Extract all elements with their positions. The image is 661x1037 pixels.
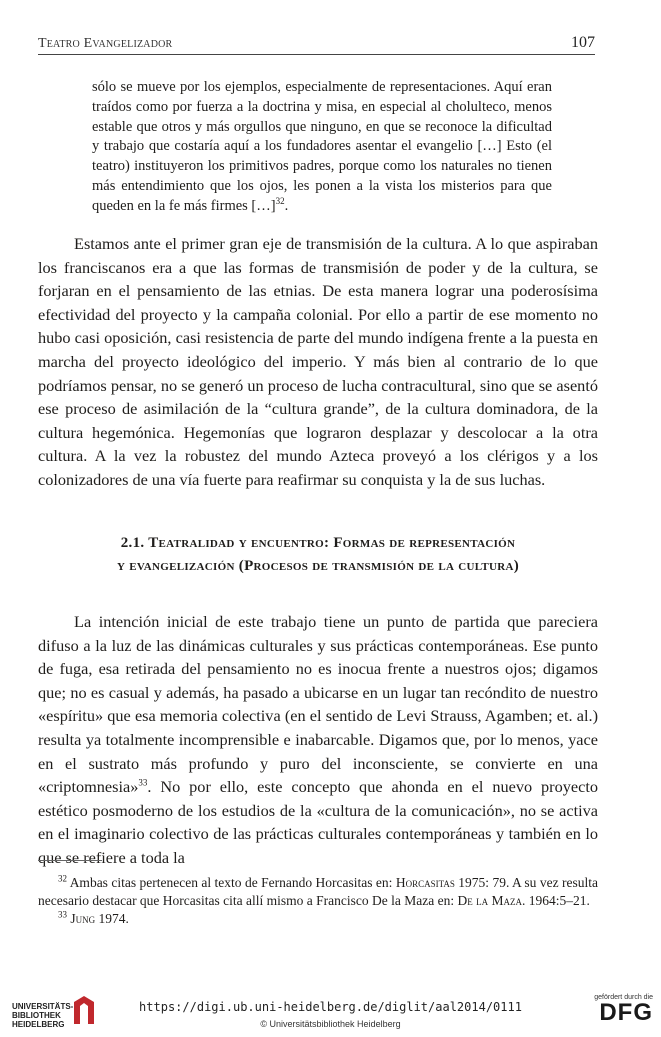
- footnote-33-text: 1974.: [95, 911, 129, 927]
- section-title-line-1: Teatralidad y encuentro: Formas de representación: [148, 535, 516, 551]
- digitization-footer: [0, 988, 661, 1037]
- footnote-divider: [38, 860, 102, 861]
- library-line-3: HEIDELBERG: [12, 1020, 65, 1029]
- dfg-logo: DFG: [599, 999, 653, 1026]
- paragraph2-text-after: . No por ello, este concepto que ahonda en el nuevo proyecto estético posmoderno de los estudios de la «cultura de la comunicación», no se activa en el imaginario colectivo de las prácticas culturales contemporáneas y también en lo que se refiere a toda la: [38, 777, 598, 867]
- section-number: 2.1.: [120, 535, 145, 551]
- footnote-32-number: 32: [58, 873, 67, 884]
- footnote-33: [38, 910, 598, 928]
- paragraph2-text-before: La intención inicial de este trabajo tiene un punto de partida que pareciera difuso a la luz de las dinámicas culturales y sus prácticas contemporáneas. Ese punto de fuga, esa retirada del pensamiento no es inocua frente a nuestros ojos; digamos que; no es casual y además, ha pasado a ubicarse en un lugar tan recóndito de nuestro «espíritu» que esa memoria colectiva (en el sentido de Levi Strauss, Agamben; et. al.) resulta ya totalmente incomprensible e inabarcable. Digamos que, por lo menos, yace en el sustrato más profundo y puro del inconsciente, se convierte en una «criptomnesia»: [38, 612, 598, 797]
- footnote-ref-33[interactable]: 33: [138, 777, 148, 788]
- dfg-badge[interactable]: [581, 994, 653, 1025]
- section-title-line-2: y evangelización (Procesos de transmisión de la cultura): [116, 558, 520, 574]
- body-paragraph-1: Estamos ante el primer gran eje de transmisión de la cultura. A lo que aspiraban los franciscanos era a que las formas de transmisión de poder y de la cultura, se forjaran en el pensamiento de las etnias. De esta manera lograr una poderosísima efectividad del proyecto y la campaña colonial. Por ello a partir de ese momento no hubo casi oposición, casi resistencia de parte del mundo indígena frente a la puesta en marcha del proyecto ideológico del imperio. Y más bien al contrario de lo que podríamos pensar, no se generó un proceso de lucha contracultural, sino que se asentó ese proceso de asimilación de la “cultura grande”, de la cultura dominadora, de la cultura hegemónica. Hegemonías que lograron desplazar y descolocar a la otra cultura. A la vez la robustez del mundo Azteca proveyó a los clérigos y a los colonizadores de una vía fuerte para reafirmar su conquista y la de sus luchas.: [38, 234, 598, 489]
- library-line-2: BIBLIOTHEK: [12, 1011, 61, 1020]
- footnote-32-text-a: Ambas citas pertenecen al texto de Fernando Horcasitas en:: [69, 875, 396, 890]
- block-quote: sólo se mueve por los ejemplos, especialmente de representaciones. Aquí eran traídos como por fuerza a la doctrina y misa, en especial al cholulteco, menos estable que otros y más orgullos que ninguno, en que se reconoce la dificultad y trabajo que costaría aquí a los fundadores asentar el evangelio […] Esto (el teatro) instituyeron los primitivos padres, porque como los naturales no tienen más entendimiento que los ojos, les ponen a la vista los misterios para que queden en la fe más firmes […]$^{32}$.: [92, 79, 552, 214]
- library-line-1: UNIVERSITÄTS-: [12, 1002, 74, 1011]
- body-paragraph-2: [38, 610, 598, 870]
- footnote-33-number: 33: [58, 909, 67, 920]
- footnote-32-author2: De la Maza: [457, 892, 522, 908]
- footnote-32-text-b: 1975: 79. A su vez resulta necesario destacar que Horcasitas cita allí mismo a Francisco De la Maza en:: [38, 875, 598, 908]
- footnote-32: [38, 874, 598, 909]
- footnote-32-text-c: . 1964:5–21.: [521, 892, 590, 908]
- funder-note: gefördert durch die: [594, 994, 653, 1001]
- quote-text: sólo se mueve por los ejemplos, especialmente de representaciones. Aquí eran traídos como por fuerza a la doctrina y misa, en especial al cholulteco, menos estable que otros y más orgullos que ninguno, en que se reconoce la dificultad y trabajo que costaría aquí a los fundadores asentar el evangelio […] Esto (el teatro) instituyeron los primitivos padres, porque como los naturales no tienen más entendimiento que los ojos, les ponen a la vista los misterios para que queden en la fe más firmes […]: [92, 79, 552, 214]
- copyright-notice: © Universitätsbibliothek Heidelberg: [260, 1019, 401, 1029]
- page-number: 107: [571, 34, 595, 51]
- footnote-32-author: Horcasitas: [395, 875, 455, 890]
- footnote-33-author: Jung: [70, 911, 96, 927]
- running-head: [38, 34, 595, 55]
- running-title: Teatro Evangelizador: [38, 36, 173, 51]
- page-url-link[interactable]: https://digi.ub.uni-heidelberg.de/diglit/aal2014/0111: [139, 1000, 522, 1014]
- footnotes: [38, 874, 598, 929]
- section-heading: [60, 532, 576, 578]
- footnote-ref-32[interactable]: 32: [275, 195, 285, 206]
